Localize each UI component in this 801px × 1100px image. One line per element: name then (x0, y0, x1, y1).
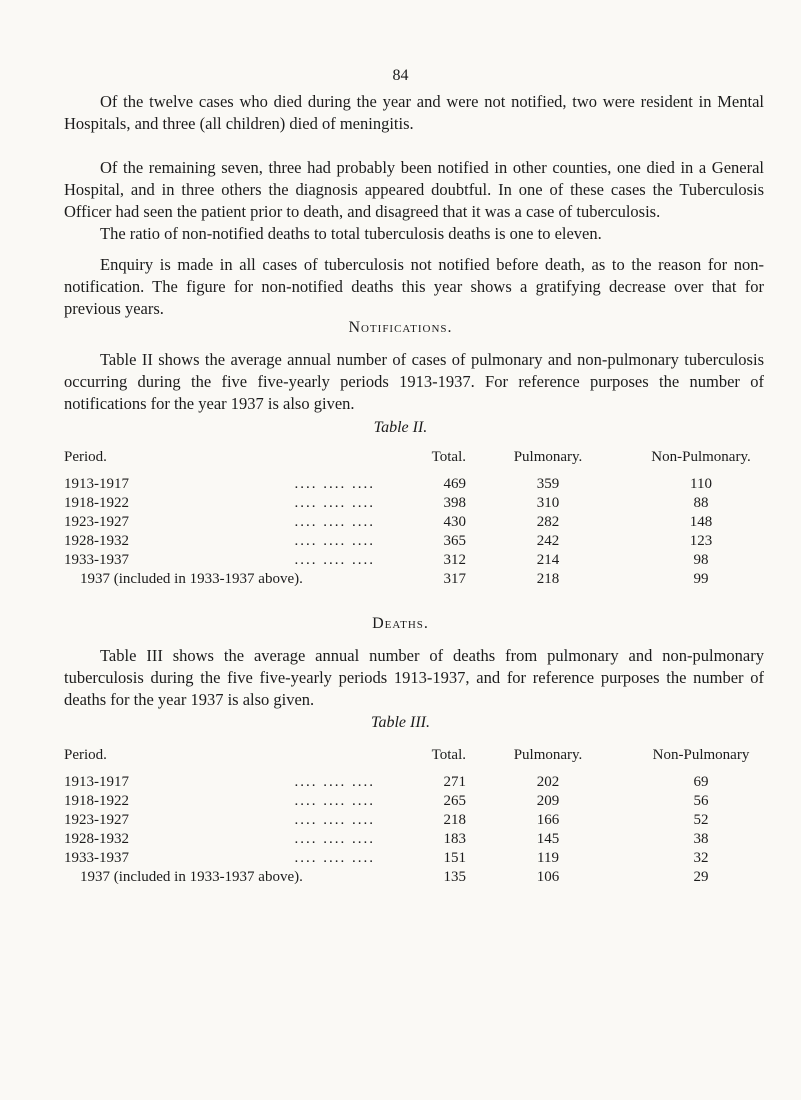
cell-pulmonary: 119 (537, 850, 559, 866)
cell-total: 218 (443, 812, 466, 828)
table-row (64, 773, 784, 792)
table-row-1937 (64, 868, 784, 887)
leader-dots: .... .... .... (294, 514, 375, 530)
leader-dots: .... .... .... (294, 533, 375, 549)
cell-total: 317 (443, 571, 466, 587)
table-header-row (64, 747, 784, 773)
cell-total: 398 (443, 495, 466, 511)
table-row (64, 494, 784, 513)
cell-pulmonary: 310 (536, 495, 560, 511)
row-period: 1928-1932 (64, 831, 129, 847)
cell-non-pulmonary: 98 (693, 552, 709, 568)
cell-pulmonary: 214 (536, 552, 560, 568)
leader-dots: .... .... .... (294, 812, 375, 828)
cell-non-pulmonary: 123 (689, 533, 713, 549)
paragraph-enquiry: Enquiry is made in all cases of tuberculosis not notified before death, as to the reason for nonnotification. The figure for non-notified deaths this year shows a gratifying decrease over that for previous years. (64, 255, 764, 318)
leader-dots: .... .... .... (294, 850, 375, 866)
paragraph-unnotified-deaths: Of the twelve cases who died during the year and were not notified, two were resident in Mental Hospitals, and three (all children) died of meningitis. (64, 92, 764, 133)
cell-non-pulmonary: 148 (689, 514, 713, 530)
col-header-non-pulmonary: Non-Pulmonary (652, 747, 750, 763)
paragraph-table-ii-intro: Table II shows the average annual number of cases of pulmonary and non-pulmonary tuberculosis occurring during the five five-yearly periods 1913-1937. For reference purposes the number of notifications for the year 1937 is also given. (64, 350, 764, 413)
row-period: 1937 (included in 1933-1937 above). (80, 571, 303, 587)
cell-total: 365 (443, 533, 466, 549)
cell-non-pulmonary: 38 (693, 831, 709, 847)
heading-deaths: Deaths. (372, 615, 429, 632)
leader-dots: .... .... .... (294, 793, 375, 809)
table-row (64, 551, 784, 570)
table-row (64, 475, 784, 494)
table-ii-title: Table II. (373, 419, 428, 436)
row-period: 1913-1917 (64, 476, 129, 492)
table-ii (64, 449, 784, 589)
row-period: 1918-1922 (64, 495, 129, 511)
row-period: 1918-1922 (64, 793, 129, 809)
cell-pulmonary: 359 (536, 476, 560, 492)
cell-total: 265 (443, 793, 466, 809)
cell-pulmonary: 145 (536, 831, 560, 847)
cell-non-pulmonary: 32 (693, 850, 709, 866)
paragraph-ratio: The ratio of non-notified deaths to total tuberculosis deaths is one to eleven. (100, 224, 602, 243)
cell-non-pulmonary: 29 (693, 869, 709, 885)
cell-total: 469 (443, 476, 466, 492)
leader-dots: .... .... .... (294, 476, 375, 492)
cell-total: 135 (443, 869, 466, 885)
row-period: 1923-1927 (64, 514, 129, 530)
row-period: 1933-1937 (64, 850, 129, 866)
cell-total: 183 (443, 831, 466, 847)
cell-pulmonary: 218 (536, 571, 560, 587)
col-header-total: Total. (431, 449, 466, 465)
heading-notifications: Notifications. (348, 319, 453, 336)
col-header-period: Period. (64, 747, 107, 763)
cell-non-pulmonary: 56 (693, 793, 709, 809)
paragraph-table-iii-intro: Table III shows the average annual number of deaths from pulmonary and non-pulmonary tuberculosis during the five five-yearly periods 1913-1937, and for reference purposes the number of deaths for the year 1937 is also given. (64, 646, 764, 709)
col-header-pulmonary: Pulmonary. (513, 449, 583, 465)
cell-non-pulmonary: 99 (693, 571, 709, 587)
table-row (64, 849, 784, 868)
row-period: 1937 (included in 1933-1937 above). (80, 869, 303, 885)
row-period: 1928-1932 (64, 533, 129, 549)
row-period: 1923-1927 (64, 812, 129, 828)
cell-pulmonary: 209 (536, 793, 560, 809)
table-row-1937 (64, 570, 784, 589)
col-header-period: Period. (64, 449, 107, 465)
table-row (64, 811, 784, 830)
cell-total: 271 (443, 774, 466, 790)
leader-dots: .... .... .... (294, 495, 375, 511)
paragraph-remaining-seven: Of the remaining seven, three had probably been notified in other counties, one died in a General Hospital, and in three others the diagnosis appeared doubtful. In one of these cases the Tuberculosis Officer had seen the patient prior to death, and disagreed that it was a case of tuberculosis. (64, 158, 764, 221)
leader-dots: .... .... .... (294, 552, 375, 568)
cell-total: 430 (443, 514, 466, 530)
table-row (64, 792, 784, 811)
table-header-row (64, 449, 784, 475)
col-header-non-pulmonary: Non-Pulmonary. (651, 449, 751, 465)
cell-non-pulmonary: 69 (693, 774, 709, 790)
row-period: 1933-1937 (64, 552, 129, 568)
cell-pulmonary: 202 (536, 774, 560, 790)
leader-dots: .... .... .... (294, 774, 375, 790)
table-row (64, 513, 784, 532)
row-period: 1913-1917 (64, 774, 129, 790)
table-row (64, 532, 784, 551)
table-row (64, 830, 784, 849)
col-header-total: Total. (431, 747, 466, 763)
cell-non-pulmonary: 52 (693, 812, 709, 828)
cell-pulmonary: 166 (536, 812, 560, 828)
cell-non-pulmonary: 88 (693, 495, 709, 511)
cell-pulmonary: 282 (536, 514, 560, 530)
page-number: 84 (392, 67, 409, 84)
table-iii-title: Table III. (371, 714, 430, 731)
cell-pulmonary: 106 (536, 869, 560, 885)
table-iii (64, 747, 784, 887)
col-header-pulmonary: Pulmonary. (513, 747, 583, 763)
leader-dots: .... .... .... (294, 831, 375, 847)
cell-pulmonary: 242 (536, 533, 560, 549)
cell-non-pulmonary: 110 (690, 476, 712, 492)
cell-total: 151 (443, 850, 466, 866)
cell-total: 312 (443, 552, 466, 568)
